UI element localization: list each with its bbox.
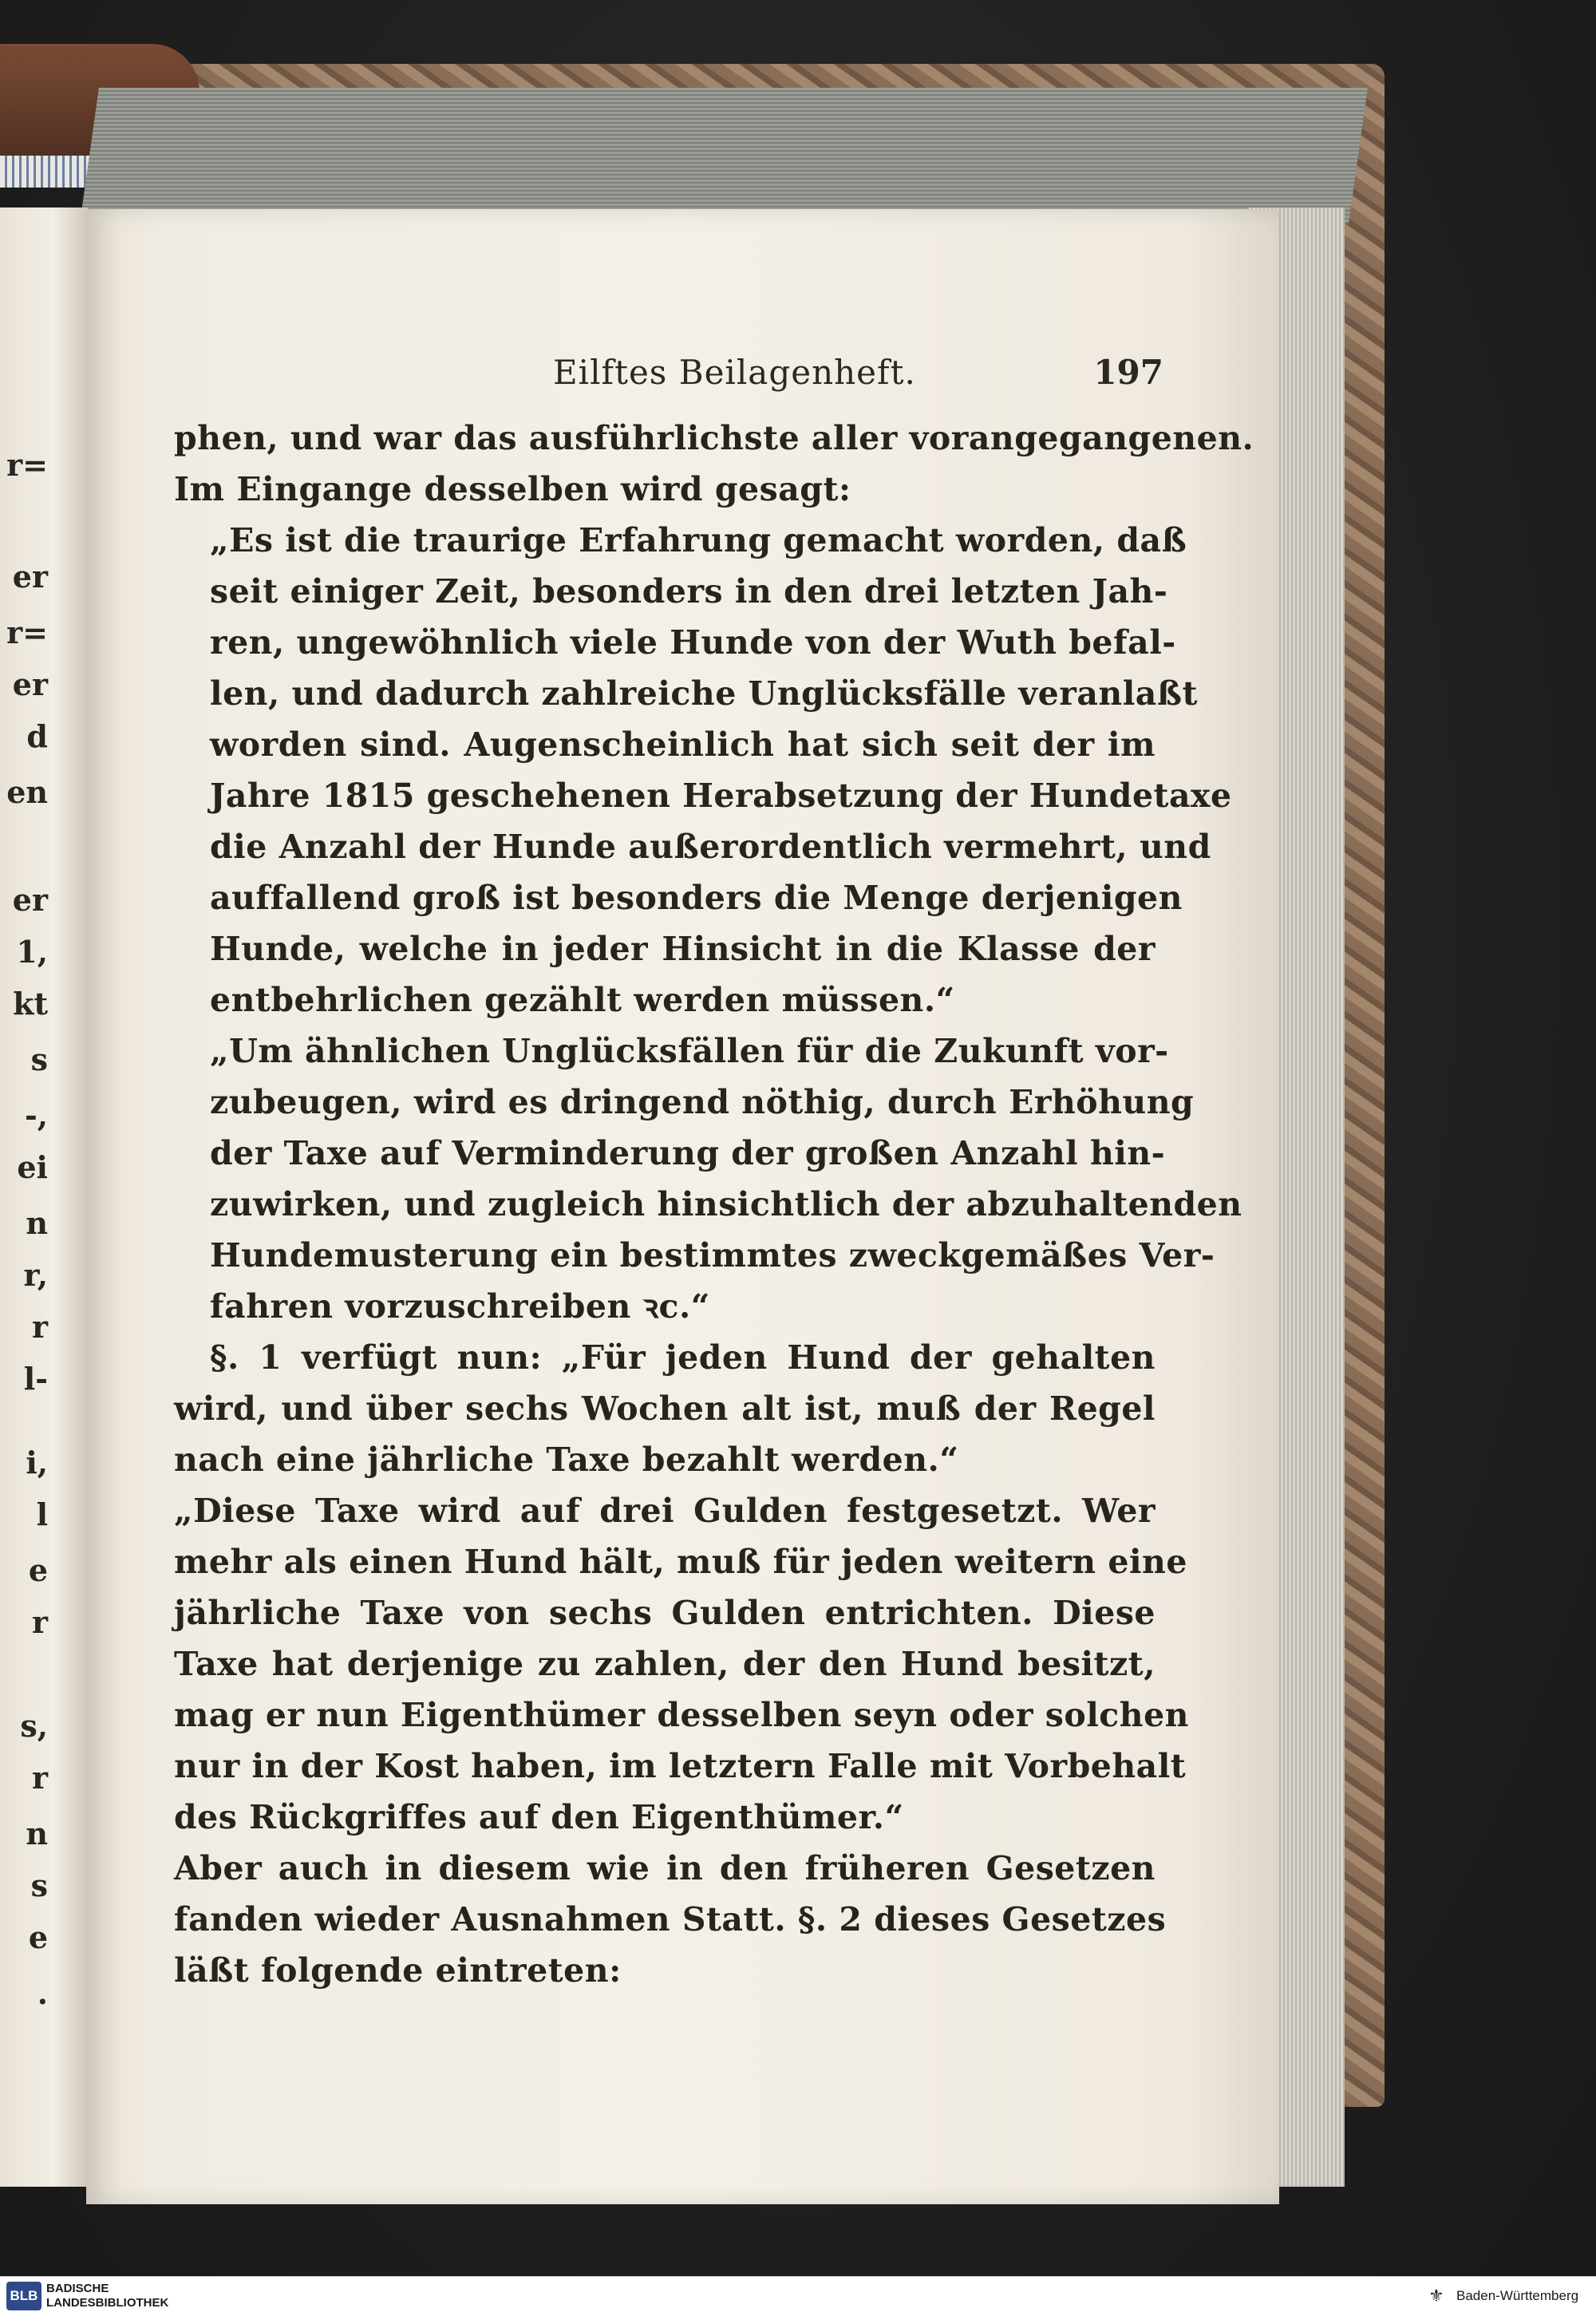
- left-page-fragment: er: [12, 559, 48, 595]
- book-page: [86, 209, 1279, 2204]
- text-line: jährliche Taxe von sechs Gulden entrichten. Diese: [174, 1594, 1156, 1632]
- text-line: entbehrlichen gezählt werden müssen.“: [210, 981, 955, 1019]
- left-page-fragment: r: [31, 1309, 48, 1345]
- text-line: worden sind. Augenscheinlich hat sich seit der im: [210, 725, 1156, 764]
- text-line: Hunde, welche in jeder Hinsicht in die Klasse der: [210, 930, 1156, 968]
- text-line: „Es ist die traurige Erfahrung gemacht worden, daß: [210, 521, 1187, 559]
- left-page-fragment: r=: [6, 615, 48, 650]
- left-page-fragment: 1,: [16, 934, 48, 970]
- text-line: Taxe hat derjenige zu zahlen, der den Hund besitzt,: [174, 1645, 1156, 1683]
- text-line: phen, und war das ausführlichste aller vorangegangenen.: [174, 419, 1254, 457]
- left-page-fragment: n: [26, 1205, 48, 1241]
- text-line: ren, ungewöhnlich viele Hunde von der Wuth befal-: [210, 623, 1176, 662]
- body-text: [174, 413, 1254, 1996]
- left-page-fragment: r: [31, 1760, 48, 1796]
- left-page-fragment: n: [26, 1816, 48, 1852]
- text-line: mehr als einen Hund hält, muß für jeden weitern eine: [174, 1543, 1187, 1581]
- left-page-fragment: i,: [26, 1445, 48, 1480]
- text-line: „Diese Taxe wird auf drei Gulden festgesetzt. Wer: [174, 1492, 1156, 1530]
- left-page-fragment: er: [12, 666, 48, 702]
- blb-logo: BLB: [6, 2282, 41, 2310]
- left-page-fragment: r: [31, 1604, 48, 1640]
- text-line: Hundemusterung ein bestimmtes zweckgemäßes Ver-: [210, 1236, 1215, 1275]
- text-line: zubeugen, wird es dringend nöthig, durch Erhöhung: [210, 1083, 1195, 1121]
- left-page-fragment: l-: [23, 1361, 48, 1397]
- left-page-fragment: s: [30, 1867, 48, 1903]
- text-line: nur in der Kost haben, im letztern Falle mit Vorbehalt: [174, 1747, 1187, 1785]
- viewer-footer: [0, 2276, 1596, 2316]
- text-line: seit einiger Zeit, besonders in den drei letzten Jah-: [210, 572, 1168, 611]
- text-line: §. 1 verfügt nun: „Für jeden Hund der gehalten: [210, 1338, 1156, 1377]
- left-page-fragment: s: [30, 1041, 48, 1077]
- text-line: Jahre 1815 geschehenen Herabsetzung der Hundetaxe: [210, 777, 1232, 815]
- text-line: fanden wieder Ausnahmen Statt. §. 2 dieses Gesetzes: [174, 1900, 1167, 1939]
- text-line: Im Eingange desselben wird gesagt:: [174, 470, 851, 508]
- left-page-margin: [0, 207, 88, 2187]
- left-page-fragment: ei: [17, 1149, 48, 1185]
- left-page-fragment: .: [37, 1975, 48, 2011]
- left-page-fragment: s,: [20, 1708, 48, 1744]
- left-page-fragment: kt: [13, 986, 48, 1022]
- text-line: der Taxe auf Verminderung der großen Anzahl hin-: [210, 1134, 1166, 1172]
- text-line: wird, und über sechs Wochen alt ist, muß der Regel: [174, 1389, 1156, 1428]
- text-line: fahren vorzuschreiben ꝛc.“: [210, 1287, 710, 1326]
- baden-wuerttemberg-logo-text: Baden-Württemberg: [1456, 2288, 1579, 2303]
- running-title: Eilftes Beilagenheft.: [553, 353, 916, 392]
- page-edges-top: [80, 88, 1368, 223]
- left-page-fragment: d: [26, 718, 48, 754]
- page-number: 197: [1093, 353, 1163, 392]
- left-page-fragment: er: [12, 882, 48, 918]
- left-page-fragment: l: [36, 1496, 48, 1532]
- left-page-fragment: r=: [6, 447, 48, 483]
- blb-logo-line2: LANDESBIBLIOTHEK: [46, 2296, 169, 2310]
- text-line: läßt folgende eintreten:: [174, 1951, 622, 1990]
- text-line: „Um ähnlichen Unglücksfällen für die Zukunft vor-: [210, 1032, 1169, 1070]
- text-line: mag er nun Eigenthümer desselben seyn oder solchen: [174, 1696, 1189, 1734]
- text-line: zuwirken, und zugleich hinsichtlich der abzuhaltenden: [210, 1185, 1242, 1223]
- text-line: len, und dadurch zahlreiche Unglücksfälle veranlaßt: [210, 674, 1198, 713]
- blb-logo-line1: BADISCHE: [46, 2282, 109, 2295]
- left-page-fragment: e: [28, 1919, 48, 1955]
- text-line: auffallend groß ist besonders die Menge derjenigen: [210, 879, 1183, 917]
- text-line: die Anzahl der Hunde außerordentlich vermehrt, und: [210, 828, 1211, 866]
- text-line: des Rückgriffes auf den Eigenthümer.“: [174, 1798, 904, 1836]
- blb-logo-text: [46, 2282, 168, 2310]
- left-page-fragment: -,: [24, 1097, 48, 1133]
- left-page-fragment: en: [6, 774, 48, 810]
- text-line: nach eine jährliche Taxe bezahlt werden.“: [174, 1441, 959, 1479]
- book-headband: [0, 156, 96, 188]
- running-head: [461, 353, 1163, 409]
- left-page-fragment: e: [28, 1552, 48, 1588]
- coat-of-arms-icon: ⚜: [1428, 2286, 1444, 2306]
- left-page-fragment: r,: [23, 1257, 48, 1293]
- text-line: Aber auch in diesem wie in den früheren Gesetzen: [174, 1849, 1156, 1887]
